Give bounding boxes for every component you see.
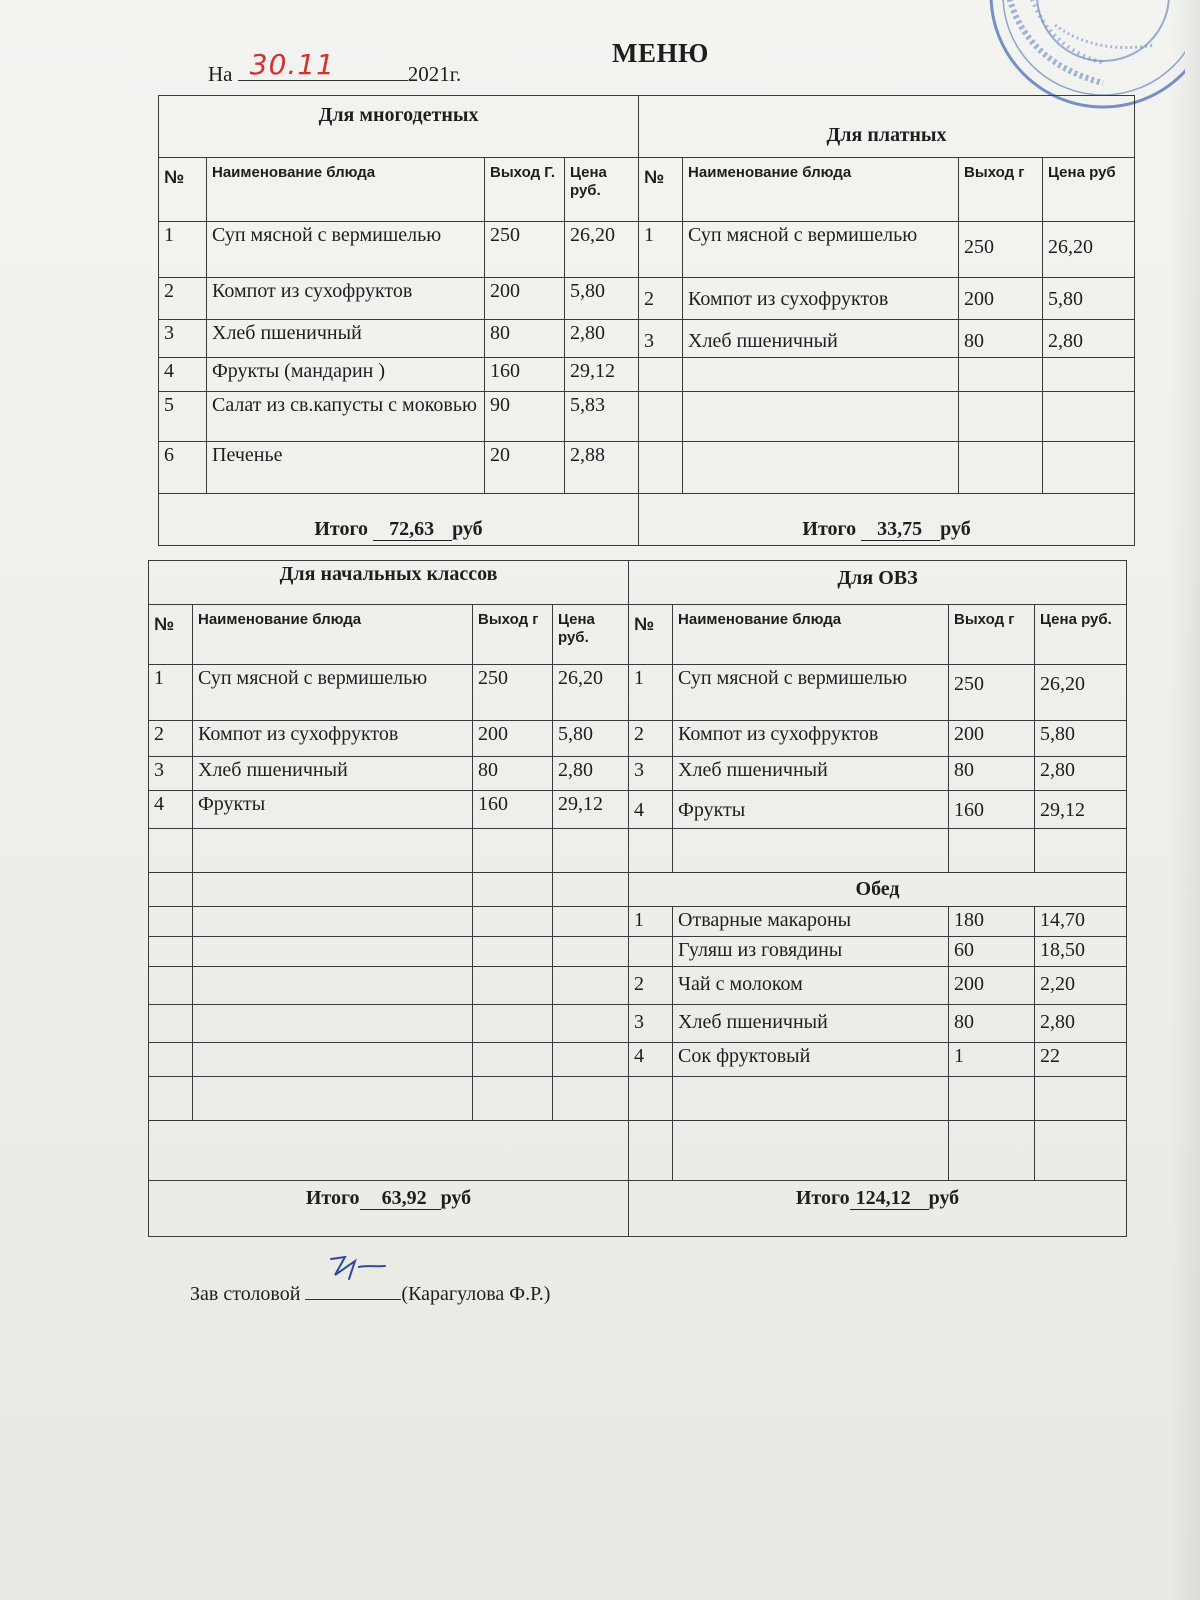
empty-cell <box>639 392 683 442</box>
signature-blank <box>305 1283 401 1300</box>
dish-yield: 80 <box>485 320 565 358</box>
empty-cell <box>1035 1121 1127 1181</box>
dish-price: 2,88 <box>565 442 639 494</box>
row-num: 2 <box>149 721 193 757</box>
row-num: 1 <box>629 665 673 721</box>
empty-cell <box>553 1077 629 1121</box>
row-num: 3 <box>159 320 207 358</box>
table-row <box>159 320 1135 358</box>
row-num: 4 <box>629 791 673 829</box>
empty-cell <box>959 358 1043 392</box>
date-line <box>208 48 462 87</box>
header-yield: Выход Г. <box>485 158 565 222</box>
dish-yield: 180 <box>949 907 1035 937</box>
row-num: 3 <box>149 757 193 791</box>
empty-cell <box>683 442 959 494</box>
header-yield: Выход г <box>473 605 553 665</box>
empty-cell <box>673 829 949 873</box>
dish-price: 29,12 <box>553 791 629 829</box>
row-num: 2 <box>629 721 673 757</box>
dish-price: 2,80 <box>1035 757 1127 791</box>
dish-name: Суп мясной с вермишелью <box>207 222 485 278</box>
empty-cell <box>473 1005 553 1043</box>
empty-cell <box>473 829 553 873</box>
dish-price: 26,20 <box>1035 665 1127 721</box>
empty-cell <box>553 967 629 1005</box>
row-num: 4 <box>159 358 207 392</box>
dish-yield: 200 <box>949 967 1035 1005</box>
dish-price: 26,20 <box>1043 222 1135 278</box>
dish-name: Хлеб пшеничный <box>683 320 959 358</box>
date-prefix: На <box>208 62 233 86</box>
table-row <box>149 757 1127 791</box>
table-row <box>149 873 1127 907</box>
dish-yield: 20 <box>485 442 565 494</box>
empty-cell <box>949 1121 1035 1181</box>
dish-name: Фрукты <box>193 791 473 829</box>
table-row <box>149 1121 1127 1181</box>
total-currency: руб <box>940 518 971 540</box>
header-price: Цена руб. <box>565 158 639 222</box>
menu-table-top <box>158 95 1135 546</box>
empty-cell <box>553 907 629 937</box>
row-num: 6 <box>159 442 207 494</box>
dish-name: Фрукты (мандарин ) <box>207 358 485 392</box>
dish-name: Хлеб пшеничный <box>193 757 473 791</box>
dish-yield: 160 <box>485 358 565 392</box>
dish-yield: 200 <box>485 278 565 320</box>
dish-price: 5,83 <box>565 392 639 442</box>
total-currency: руб <box>452 518 483 540</box>
dish-yield: 250 <box>485 222 565 278</box>
total-primary <box>149 1181 629 1237</box>
dish-name: Отварные макароны <box>673 907 949 937</box>
row-num: 5 <box>159 392 207 442</box>
dish-price: 26,20 <box>565 222 639 278</box>
header-num: № <box>149 605 193 665</box>
table-row <box>149 937 1127 967</box>
total-label: Итого <box>305 1187 360 1209</box>
empty-cell <box>193 873 473 907</box>
table-row <box>149 907 1127 937</box>
row-num: 3 <box>629 757 673 791</box>
dish-price: 26,20 <box>553 665 629 721</box>
dish-yield: 200 <box>959 278 1043 320</box>
empty-cell <box>683 358 959 392</box>
total-value: 33,75 <box>861 518 940 541</box>
empty-cell <box>473 937 553 967</box>
dish-name: Печенье <box>207 442 485 494</box>
section-title-paid: Для платных <box>639 96 1135 158</box>
row-num: 1 <box>629 907 673 937</box>
empty-cell <box>193 1077 473 1121</box>
dish-yield: 160 <box>473 791 553 829</box>
dish-price: 2,20 <box>1035 967 1127 1005</box>
total-label: Итого <box>795 1187 850 1209</box>
empty-cell <box>149 937 193 967</box>
dish-price: 5,80 <box>1035 721 1127 757</box>
dish-name: Суп мясной с вермишелью <box>683 222 959 278</box>
table-row <box>159 392 1135 442</box>
dish-price: 14,70 <box>1035 907 1127 937</box>
empty-cell <box>673 1121 949 1181</box>
table-row <box>149 721 1127 757</box>
row-num: 3 <box>629 1005 673 1043</box>
dish-yield: 80 <box>949 757 1035 791</box>
empty-cell <box>473 1043 553 1077</box>
dish-yield: 60 <box>949 937 1035 967</box>
dish-yield: 80 <box>473 757 553 791</box>
empty-cell <box>639 442 683 494</box>
empty-cell <box>149 967 193 1005</box>
empty-cell <box>1035 829 1127 873</box>
dish-price: 2,80 <box>1043 320 1135 358</box>
dish-price: 5,80 <box>1043 278 1135 320</box>
dish-name: Гуляш из говядины <box>673 937 949 967</box>
row-num: 2 <box>639 278 683 320</box>
dish-name: Чай с молоком <box>673 967 949 1005</box>
dish-price: 5,80 <box>553 721 629 757</box>
table-row <box>149 829 1127 873</box>
dish-price: 2,80 <box>553 757 629 791</box>
empty-cell <box>473 967 553 1005</box>
paper-shadow <box>1170 0 1200 1600</box>
dish-price: 29,12 <box>1035 791 1127 829</box>
table-row <box>149 1005 1127 1043</box>
header-yield: Выход г <box>949 605 1035 665</box>
signature-role: Зав столовой <box>190 1283 301 1305</box>
total-label: Итого <box>802 518 857 540</box>
dish-yield: 200 <box>473 721 553 757</box>
dish-yield: 80 <box>949 1005 1035 1043</box>
dish-yield: 1 <box>949 1043 1035 1077</box>
dish-name: Компот из сухофруктов <box>207 278 485 320</box>
menu-table-bottom <box>148 560 1127 1237</box>
dish-name: Суп мясной с вермишелью <box>673 665 949 721</box>
empty-cell <box>553 1043 629 1077</box>
total-value: 124,12 <box>850 1187 929 1210</box>
header-price: Цена руб <box>1043 158 1135 222</box>
row-num <box>629 937 673 967</box>
dish-name: Компот из сухофруктов <box>673 721 949 757</box>
table-row <box>159 442 1135 494</box>
empty-cell <box>959 392 1043 442</box>
section-title-ovz: Для ОВЗ <box>629 561 1127 605</box>
empty-cell <box>473 907 553 937</box>
dish-price: 22 <box>1035 1043 1127 1077</box>
signature-name: (Карагулова Ф.Р.) <box>401 1283 551 1305</box>
header-price: Цена руб. <box>1035 605 1127 665</box>
dish-name: Хлеб пшеничный <box>207 320 485 358</box>
header-num: № <box>629 605 673 665</box>
empty-cell <box>1035 1077 1127 1121</box>
empty-cell <box>473 873 553 907</box>
table-row <box>149 791 1127 829</box>
header-name: Наименование блюда <box>673 605 949 665</box>
dish-price: 18,50 <box>1035 937 1127 967</box>
empty-cell <box>629 829 673 873</box>
header-yield: Выход г <box>959 158 1043 222</box>
table-row <box>149 1077 1127 1121</box>
section-title-primary: Для начальных классов <box>149 561 629 605</box>
dish-price: 2,80 <box>565 320 639 358</box>
date-year: 2021г. <box>407 62 462 86</box>
dish-name: Сок фруктовый <box>673 1043 949 1077</box>
dish-yield: 250 <box>959 222 1043 278</box>
header-name: Наименование блюда <box>193 605 473 665</box>
dish-name: Компот из сухофруктов <box>193 721 473 757</box>
row-num: 2 <box>629 967 673 1005</box>
header-num: № <box>639 158 683 222</box>
empty-cell <box>149 1077 193 1121</box>
signature-icon <box>325 1253 387 1285</box>
empty-cell <box>639 358 683 392</box>
empty-cell <box>673 1077 949 1121</box>
section-title-large-families: Для многодетных <box>159 96 639 158</box>
dish-price: 2,80 <box>1035 1005 1127 1043</box>
empty-cell <box>949 1077 1035 1121</box>
dish-yield: 90 <box>485 392 565 442</box>
header-name: Наименование блюда <box>207 158 485 222</box>
total-label: Итого <box>314 518 369 540</box>
empty-cell <box>149 1005 193 1043</box>
total-value: 63,92 <box>360 1187 441 1210</box>
empty-cell <box>1043 442 1135 494</box>
dish-yield: 80 <box>959 320 1043 358</box>
empty-cell <box>149 907 193 937</box>
row-num: 4 <box>629 1043 673 1077</box>
empty-cell <box>193 829 473 873</box>
total-value: 72,63 <box>373 518 452 541</box>
row-num: 4 <box>149 791 193 829</box>
dish-yield: 250 <box>473 665 553 721</box>
empty-cell <box>629 1077 673 1121</box>
empty-cell <box>683 392 959 442</box>
row-num: 1 <box>639 222 683 278</box>
dish-yield: 250 <box>949 665 1035 721</box>
empty-cell <box>149 829 193 873</box>
header-num: № <box>159 158 207 222</box>
row-num: 3 <box>639 320 683 358</box>
dish-name: Суп мясной с вермишелью <box>193 665 473 721</box>
table-row <box>159 222 1135 278</box>
empty-cell <box>149 1043 193 1077</box>
dish-name: Хлеб пшеничный <box>673 1005 949 1043</box>
total-currency: руб <box>928 1187 960 1209</box>
empty-cell <box>553 873 629 907</box>
dish-name: Фрукты <box>673 791 949 829</box>
dish-price: 29,12 <box>565 358 639 392</box>
empty-cell <box>149 1121 629 1181</box>
empty-cell <box>629 1121 673 1181</box>
table-row <box>159 278 1135 320</box>
page-title: МЕНЮ <box>612 38 709 68</box>
empty-cell <box>949 829 1035 873</box>
row-num: 2 <box>159 278 207 320</box>
total-paid <box>639 494 1135 546</box>
dish-name: Компот из сухофруктов <box>683 278 959 320</box>
empty-cell <box>193 937 473 967</box>
total-currency: руб <box>440 1187 472 1209</box>
empty-cell <box>553 1005 629 1043</box>
table-row <box>159 358 1135 392</box>
header-name: Наименование блюда <box>683 158 959 222</box>
lunch-title: Обед <box>629 873 1127 907</box>
empty-cell <box>193 1005 473 1043</box>
handwritten-date: 30.11 <box>249 48 335 81</box>
dish-yield: 160 <box>949 791 1035 829</box>
dish-yield: 200 <box>949 721 1035 757</box>
empty-cell <box>473 1077 553 1121</box>
table-row <box>149 1043 1127 1077</box>
empty-cell <box>193 967 473 1005</box>
table-row <box>149 665 1127 721</box>
row-num: 1 <box>149 665 193 721</box>
empty-cell <box>193 1043 473 1077</box>
empty-cell <box>1043 358 1135 392</box>
dish-name: Хлеб пшеничный <box>673 757 949 791</box>
empty-cell <box>149 873 193 907</box>
empty-cell <box>553 937 629 967</box>
row-num: 1 <box>159 222 207 278</box>
empty-cell <box>959 442 1043 494</box>
table-row <box>149 967 1127 1005</box>
header-price: Цена руб. <box>553 605 629 665</box>
signature-line <box>190 1283 550 1306</box>
total-large-families <box>159 494 639 546</box>
date-blank <box>238 48 408 81</box>
empty-cell <box>553 829 629 873</box>
dish-price: 5,80 <box>565 278 639 320</box>
empty-cell <box>193 907 473 937</box>
dish-name: Салат из св.капусты с моковью <box>207 392 485 442</box>
empty-cell <box>1043 392 1135 442</box>
total-ovz <box>629 1181 1127 1237</box>
